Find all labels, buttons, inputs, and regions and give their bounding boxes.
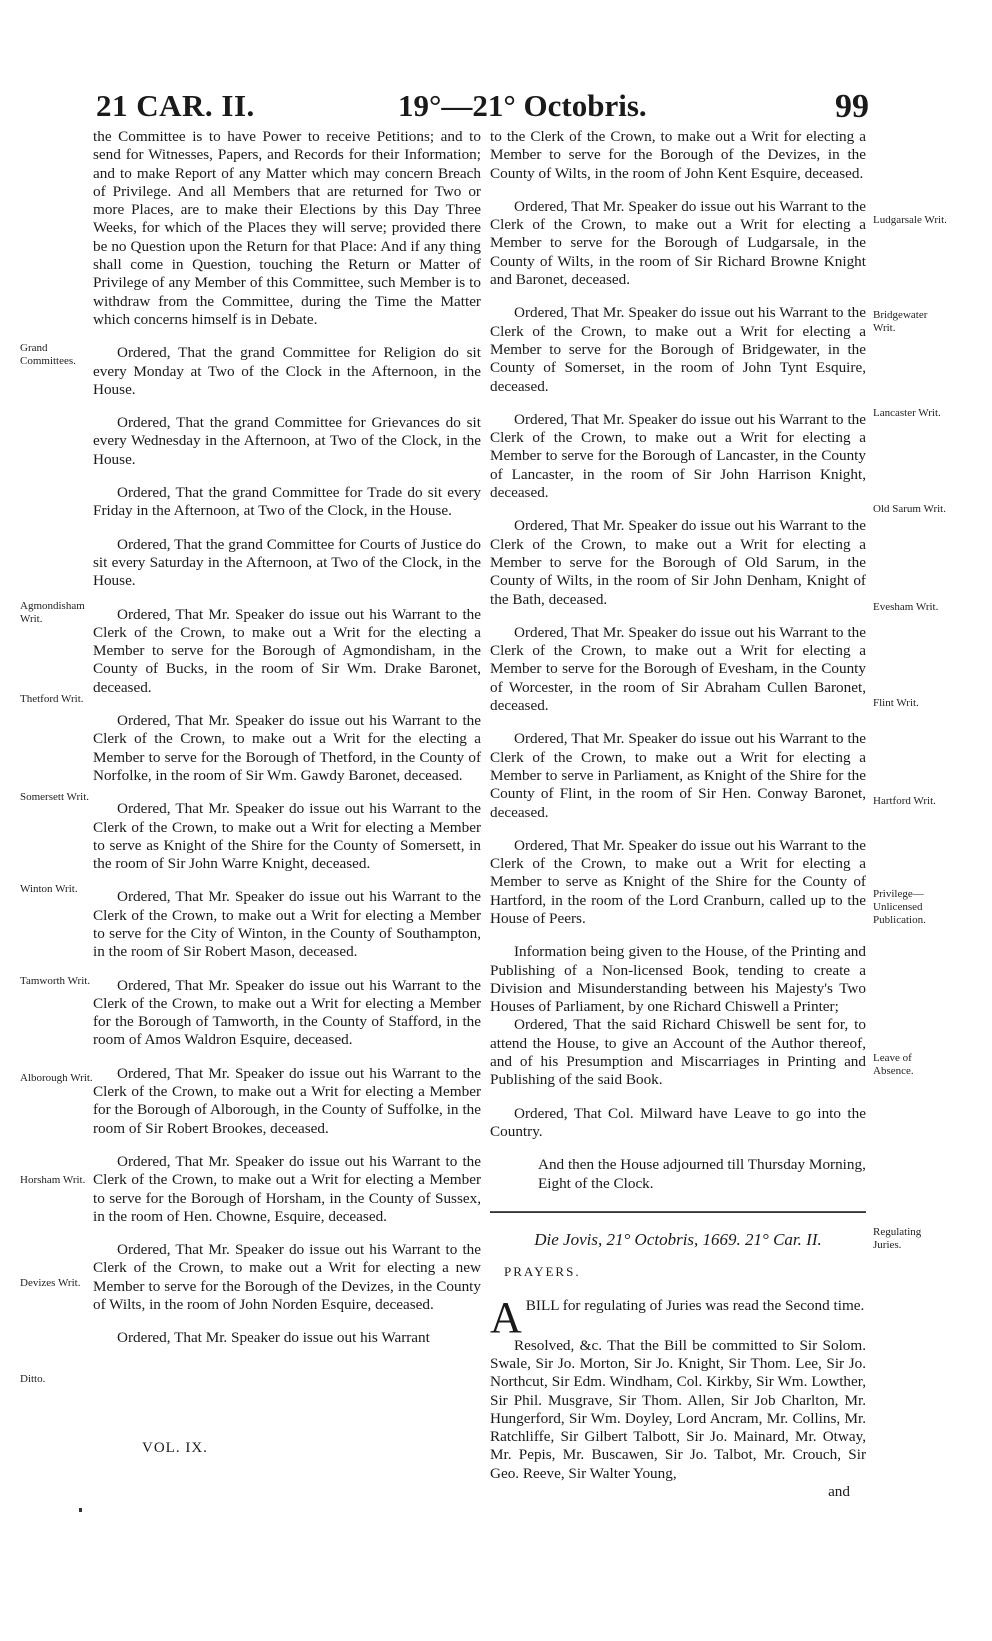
paragraph: Ordered, That Mr. Speaker do issue out his Warrant to the Clerk of the Crown, to make out a Writ for electing a Member to serve for the Borough of Horsham, in the County of Sussex, in the room of Hen. Chowne, Esquire, deceased. — [93, 1152, 481, 1225]
paragraph: Ordered, That Mr. Speaker do issue out his Warrant — [117, 1329, 430, 1347]
paragraph: Ordered, That the grand Committee for Trade do sit every Friday in the Afternoon, at Two of the Clock, in the House. — [93, 484, 481, 520]
paragraph: Ordered, That Mr. Speaker do issue out his Warrant to the Clerk of the Crown, to make out a Writ for the electing a Member to serve for the Borough of Agmondisham, in the County of Bucks, in the room of Sir Wm. Drake Baronet, deceased. — [93, 605, 481, 696]
paragraph: Ordered, That Mr. Speaker do issue out his Warrant to the Clerk of the Crown, to make out a Writ for electing a Member for the Borough of Tamworth, in the County of Stafford, in the room of Amos Waldron Esquire, deceased. — [93, 976, 481, 1049]
paragraph: Ordered, That the grand Committee for Religion do sit every Monday at Two of the Clock in the Afternoon, in the House. — [93, 344, 481, 398]
margin-note: Somersett Writ. — [20, 791, 90, 803]
paragraph: Information being given to the House, of the Printing and Publishing of a Non-licensed Book, tending to create a Division and Misunderstanding between his Majesty's Two Houses of Parliament, by one Richard Chiswell a Printer; — [490, 943, 866, 1016]
margin-note: Old Sarum Writ. — [873, 503, 946, 515]
margin-note: Ludgarsale Writ. — [873, 214, 947, 226]
bill-paragraph — [490, 1292, 866, 1342]
stray-mark — [79, 1508, 82, 1512]
paragraph: Ordered, That Mr. Speaker do issue out his Warrant to the Clerk of the Crown, to make out a Writ for electing a Member to serve for the City of Winton, in the County of Southampton, in the room of Sir Robert Mason, deceased. — [93, 888, 481, 961]
page-number: 99 — [835, 88, 869, 125]
adjournment: And then the House adjourned till Thursday Morning, Eight of the Clock. — [538, 1156, 866, 1192]
margin-note: Agmondisham Writ. — [20, 600, 85, 625]
paragraph: Ordered, That Mr. Speaker do issue out his Warrant to the Clerk of the Crown, to make out a Writ for electing a Member for the Borough of Alborough, in the County of Suffolke, in the room of Sir Robert Brookes, deceased. — [93, 1064, 481, 1137]
dateline: Die Jovis, 21° Octobris, 1669. 21° Car. II. — [534, 1229, 822, 1249]
running-head-left: 21 CAR. II. — [96, 88, 255, 123]
paragraph: Ordered, That Mr. Speaker do issue out his Warrant to the Clerk of the Crown, to make out a Writ for electing a Member to serve as Knight of the Shire for the County of Somersett, in the room of Sir John Warre Knight, deceased. — [93, 800, 481, 873]
margin-note: Regulating Juries. — [873, 1226, 922, 1251]
paragraph: Ordered, That the grand Committee for Grievances do sit every Wednesday in the Afternoon, at Two of the Clock, in the House. — [93, 414, 481, 468]
margin-note: Thetford Writ. — [20, 693, 84, 705]
bill-first-sentence: BILL for regulating of Juries was read the Second time. — [525, 1296, 865, 1314]
paragraph: Ordered, That Mr. Speaker do issue out his Warrant to the Clerk of the Crown, to make out a Writ for electing a Member to serve for the Borough of Old Sarum, in the County of Wilts, in the room of Sir John Denham, Knight of the Bath, deceased. — [490, 517, 866, 608]
margin-note: Winton Writ. — [20, 883, 78, 895]
paragraph: Ordered, That Mr. Speaker do issue out his Warrant to the Clerk of the Crown, to make out a Writ for electing a Member to serve in Parliament, as Knight of the Shire for the County of Flint, in the room of Sir Hen. Conway Baronet, deceased. — [490, 730, 866, 821]
margin-note: Bridgewater Writ. — [873, 309, 928, 334]
margin-note: Horsham Writ. — [20, 1174, 86, 1186]
paragraph: Ordered, That Mr. Speaker do issue out his Warrant to the Clerk of the Crown, to make out a Writ for electing a Member to serve for the Borough of Bridgewater, in the County of Somerset, in the room of John Tynt Esquire, deceased. — [490, 304, 866, 395]
left-column — [93, 128, 481, 1348]
paragraph: Ordered, That Mr. Speaker do issue out his Warrant to the Clerk of the Crown, to make out a Writ for electing a Member to serve for the Borough of Lancaster, in the County of Lancaster, in the room of Sir John Harrison Knight, deceased. — [490, 410, 866, 502]
margin-note: Lancaster Writ. — [873, 407, 941, 419]
paragraph: Ordered, That Mr. Speaker do issue out his Warrant to the Clerk of the Crown, to make out a Writ for electing a Member to serve for the Borough of Evesham, in the County of Worcester, in the room of Sir Abraham Cullen Baronet, deceased. — [490, 623, 866, 715]
resolution: Resolved, &c. That the Bill be committed to Sir Solom. Swale, Sir Jo. Morton, Sir Jo. Knight, Sir Thom. Lee, Sir Jo. Northcut, Sir Edm. Windham, Col. Kirkby, Sir Wm. Lowther, Sir Phil. Musgrave, Sir Thom. Allen, Sir Job Charlton, Mr. Hungerford, Sir Wm. Doyley, Lord Ancram, Mr. Collins, Mr. Ratchliffe, Sir Gilbert Talbott, Sir Jo. Mainard, Mr. Otway, Mr. Pepis, Mr. Buscawen, Sir Jo. Talbot, Mr. Crouch, Sir Geo. Reeve, Sir Walter Young, — [490, 1336, 866, 1482]
paragraph: Ordered, That Mr. Speaker do issue out his Warrant to the Clerk of the Crown, to make out a Writ for electing a Member to serve for the Borough of Ludgarsale, in the County of Wilts, in the room of Sir Richard Browne Knight and Baronet, deceased. — [490, 197, 866, 289]
paragraph: the Committee is to have Power to receive Petitions; and to send for Witnesses, Papers, and Records for their Information; and to make Report of any Matter which may concern Breach of Privilege. And all Members that are returned for Two or more Places, are to make their Elections by this Day Three Weeks, for which of the Places they will serve; provided there be no Question upon the Return for that Place: And if any thing shall come in Question, touching the Return or Matter of Privilege of any Member of this Committee, such Member is to withdraw from the Committee, during the Time the Matter which concerns himself is in Debate. — [93, 128, 481, 328]
running-head-date: 19°—21° Octobris. — [398, 88, 647, 123]
paragraph: to the Clerk of the Crown, to make out a Writ for electing a Member to serve for the Borough of the Devizes, in the County of Wilts, in the room of John Kent Esquire, deceased. — [490, 128, 866, 182]
margin-note: Tamworth Writ. — [20, 975, 91, 987]
paragraph: Ordered, That Mr. Speaker do issue out his Warrant to the Clerk of the Crown, to make out a Writ for electing a Member to serve as Knight of the Shire for the County of Hartford, in the room of the Lord Cranburn, called up to the House of Peers. — [490, 836, 866, 927]
section-divider — [490, 1211, 866, 1213]
volume-footer: VOL. IX. — [142, 1440, 208, 1456]
margin-note: Flint Writ. — [873, 697, 919, 709]
margin-note: Grand Committees. — [20, 342, 76, 367]
margin-note: Privilege— Unlicensed Publication. — [873, 888, 926, 926]
margin-note: Alborough Writ. — [20, 1072, 93, 1084]
paragraph: Ordered, That the grand Committee for Courts of Justice do sit every Saturday in the Afternoon, at Two of the Clock, in the House. — [93, 535, 481, 590]
catchword: and — [828, 1483, 850, 1500]
right-column — [490, 128, 866, 1501]
margin-note: Evesham Writ. — [873, 601, 939, 613]
paragraph: Ordered, That the said Richard Chiswell be sent for, to attend the House, to give an Account of the Author thereof, and of his Presumption and Miscarriages in Printing and Publishing of the said Book. — [490, 1016, 866, 1089]
margin-note: Devizes Writ. — [20, 1277, 81, 1289]
paragraph: Ordered, That Mr. Speaker do issue out his Warrant to the Clerk of the Crown, to make out a Writ for the electing a Member to serve for the Borough of Thetford, in the County of Norfolke, in the room of Sir Wm. Gawdy Baronet, deceased. — [93, 712, 481, 784]
drop-cap: A — [490, 1292, 522, 1342]
prayers-heading: PRAYERS. — [504, 1264, 581, 1280]
margin-note: Ditto. — [20, 1373, 46, 1385]
margin-note: Hartford Writ. — [873, 795, 936, 807]
paragraph: Ordered, That Col. Milward have Leave to go into the Country. — [490, 1104, 866, 1140]
margin-note: Leave of Absence. — [873, 1052, 914, 1077]
paragraph: Ordered, That Mr. Speaker do issue out his Warrant to the Clerk of the Crown, to make out a Writ for electing a new Member to serve for the Borough of the Devizes, in the County of Wilts, in the room of John Norden Esquire, deceased. — [93, 1241, 481, 1314]
